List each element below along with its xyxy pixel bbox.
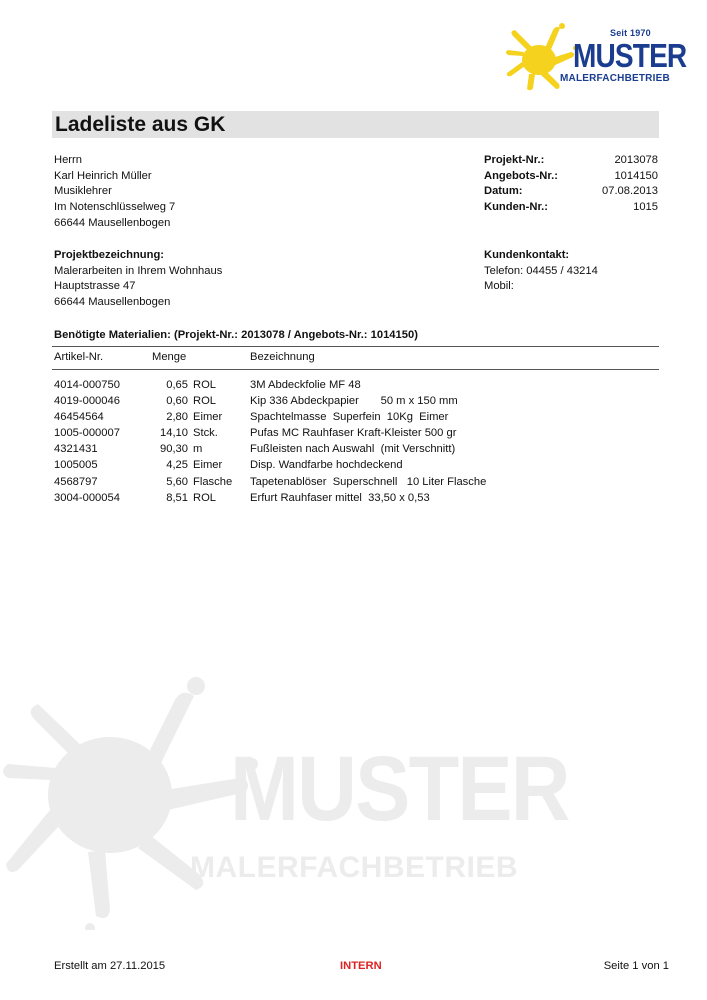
description: Kip 336 Abdeckpapier 50 m x 150 mm bbox=[250, 395, 458, 408]
unit: Stck. bbox=[193, 427, 218, 440]
quantity: 0,60 bbox=[166, 395, 188, 408]
table-row bbox=[54, 409, 659, 425]
description: 3M Abdeckfolie MF 48 bbox=[250, 379, 361, 391]
meta-row-date bbox=[484, 184, 658, 200]
unit: Flasche bbox=[193, 475, 233, 488]
project-line: 66644 Mausellenbogen bbox=[54, 296, 171, 309]
meta-label: Kunden-Nr.: bbox=[484, 201, 549, 214]
document-meta bbox=[484, 153, 658, 216]
table-row bbox=[54, 457, 659, 473]
document-title: Ladeliste aus GK bbox=[55, 113, 226, 136]
quantity: 14,10 bbox=[160, 427, 188, 440]
recipient-address bbox=[54, 153, 175, 232]
watermark-brand: MUSTER bbox=[230, 738, 569, 840]
column-header-quantity: Menge bbox=[152, 351, 187, 363]
materials-heading: Benötigte Materialien: (Projekt-Nr.: 2013078 / Angebots-Nr.: 1014150) bbox=[54, 329, 418, 341]
contact-phone: Telefon: 04455 / 43214 bbox=[484, 264, 598, 277]
contact-mobile: Mobil: bbox=[484, 280, 514, 293]
meta-label: Datum: bbox=[484, 185, 523, 198]
description: Spachtelmasse Superfein 10Kg Eimer bbox=[250, 411, 449, 424]
project-line: Malerarbeiten in Ihrem Wohnhaus bbox=[54, 264, 223, 277]
table-row bbox=[54, 393, 659, 409]
meta-row-project bbox=[484, 153, 658, 169]
quantity: 8,51 bbox=[166, 491, 188, 504]
article-number: 4014-000750 bbox=[54, 379, 120, 391]
recipient-city: 66644 Mausellenbogen bbox=[54, 216, 171, 229]
unit: ROL bbox=[193, 491, 217, 504]
column-header-article: Artikel-Nr. bbox=[54, 351, 104, 363]
materials-table bbox=[54, 377, 659, 506]
table-row bbox=[54, 441, 659, 457]
description: Tapetenablöser Superschnell 10 Liter Flasche bbox=[250, 475, 487, 488]
article-number: 4019-000046 bbox=[54, 395, 120, 408]
logo-brand: MUSTER bbox=[573, 37, 687, 74]
logo-since: Seit 1970 bbox=[610, 28, 651, 38]
footer-internal-badge: INTERN bbox=[340, 960, 382, 972]
project-label: Projektbezeichnung: bbox=[54, 249, 165, 261]
quantity: 0,65 bbox=[166, 379, 188, 391]
recipient-occupation: Musiklehrer bbox=[54, 185, 112, 198]
article-number: 46454564 bbox=[54, 411, 104, 424]
footer-page-number: Seite 1 von 1 bbox=[603, 960, 669, 972]
watermark-splash-icon bbox=[0, 660, 260, 930]
article-number: 4321431 bbox=[54, 443, 98, 456]
meta-value: 1015 bbox=[633, 201, 658, 214]
column-header-description: Bezeichnung bbox=[250, 351, 315, 363]
meta-row-offer bbox=[484, 169, 658, 185]
company-logo bbox=[505, 20, 687, 92]
meta-row-customer bbox=[484, 200, 658, 216]
unit: m bbox=[193, 443, 203, 456]
table-row bbox=[54, 474, 659, 490]
table-row bbox=[54, 490, 659, 506]
unit: Eimer bbox=[193, 459, 223, 472]
recipient-name: Karl Heinrich Müller bbox=[54, 169, 152, 182]
logo-subtitle: MALERFACHBETRIEB bbox=[560, 73, 670, 84]
recipient-street: Im Notenschlüsselweg 7 bbox=[54, 201, 176, 214]
table-row bbox=[54, 425, 659, 441]
quantity: 2,80 bbox=[166, 411, 188, 424]
unit: Eimer bbox=[193, 411, 223, 424]
contact-details bbox=[484, 264, 598, 295]
meta-label: Angebots-Nr.: bbox=[484, 169, 558, 182]
recipient-salutation: Herrn bbox=[54, 154, 82, 166]
article-number: 1005-000007 bbox=[54, 427, 120, 440]
article-number: 3004-000054 bbox=[54, 491, 120, 504]
table-row bbox=[54, 377, 659, 393]
description: Disp. Wandfarbe hochdeckend bbox=[250, 459, 403, 472]
project-line: Hauptstrasse 47 bbox=[54, 280, 136, 293]
article-number: 1005005 bbox=[54, 459, 98, 472]
quantity: 90,30 bbox=[160, 443, 188, 456]
description: Erfurt Rauhfaser mittel 33,50 x 0,53 bbox=[250, 491, 430, 504]
meta-value: 07.08.2013 bbox=[602, 185, 658, 198]
unit: ROL bbox=[193, 395, 217, 408]
meta-value: 1014150 bbox=[614, 169, 658, 182]
quantity: 5,60 bbox=[166, 475, 188, 488]
unit: ROL bbox=[193, 379, 217, 391]
description: Fußleisten nach Auswahl (mit Verschnitt) bbox=[250, 443, 456, 456]
quantity: 4,25 bbox=[166, 459, 188, 472]
table-top-rule bbox=[52, 346, 659, 347]
contact-label: Kundenkontakt: bbox=[484, 249, 570, 261]
watermark bbox=[0, 660, 707, 930]
footer-created-date: Erstellt am 27.11.2015 bbox=[54, 960, 166, 972]
meta-label: Projekt-Nr.: bbox=[484, 154, 545, 166]
table-header-rule bbox=[52, 369, 659, 370]
meta-value: 2013078 bbox=[614, 154, 658, 166]
project-details bbox=[54, 264, 222, 311]
title-bar bbox=[52, 111, 659, 138]
description: Pufas MC Rauhfaser Kraft-Kleister 500 gr bbox=[250, 427, 457, 440]
watermark-subtitle: MALERFACHBETRIEB bbox=[190, 851, 518, 884]
article-number: 4568797 bbox=[54, 475, 98, 488]
